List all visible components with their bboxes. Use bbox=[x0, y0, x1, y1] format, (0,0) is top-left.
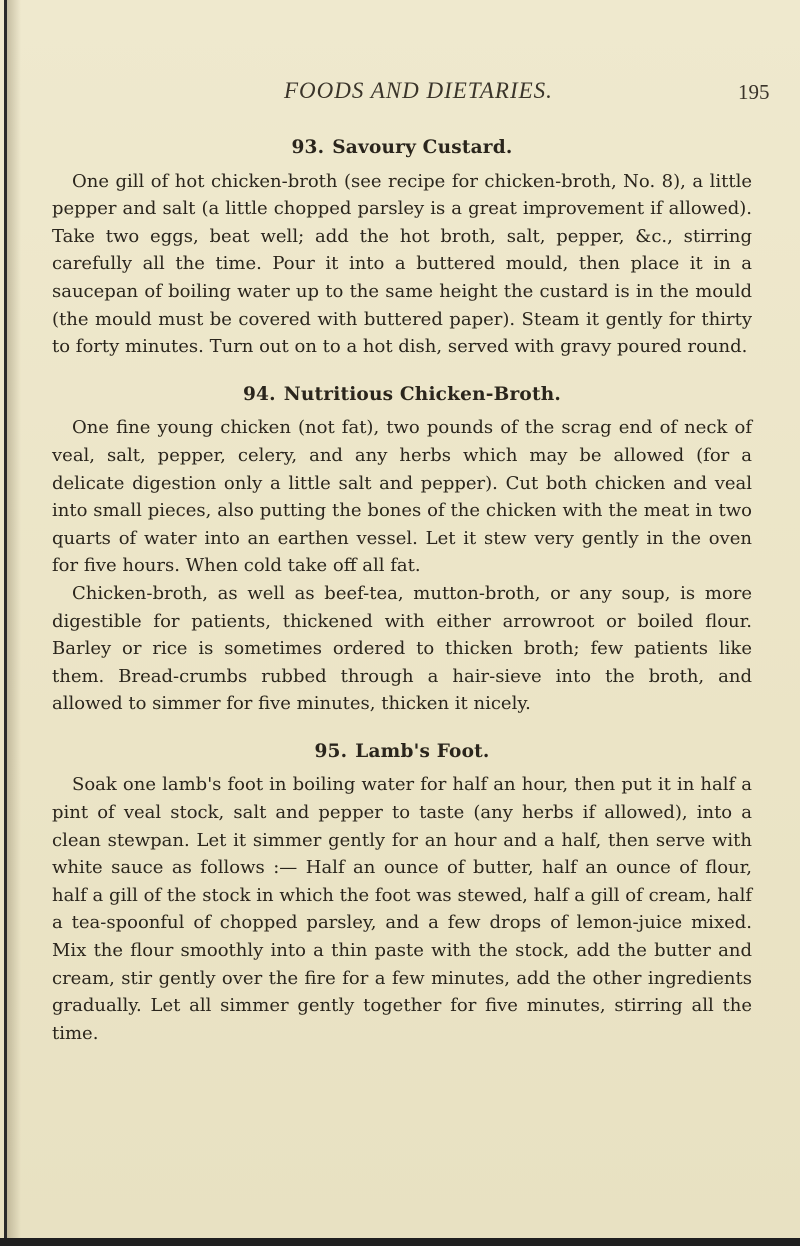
recipe-title: Nutritious Chicken-Broth. bbox=[283, 383, 562, 405]
recipe-paragraph: One fine young chicken (not fat), two pounds of the scrag end of neck of veal, salt, pepper, celery, and any herbs which may be allowed (for a delicate digestion only a little salt and pepper). Cut both chicken and veal into small pieces, also putting the bones of the chicken with the meat in two quarts of water into an earthen vessel. Let it stew very gently in the oven for five hours. When cold take off all fat. bbox=[52, 417, 752, 577]
recipe-95 bbox=[52, 738, 752, 1048]
page-number: 195 bbox=[738, 80, 770, 104]
page-bottom-edge bbox=[0, 1238, 800, 1246]
recipe-paragraph: One gill of hot chicken-broth (see recipe for chicken-broth, No. 8), a little pepper and salt (a little chopped parsley is a great improvement if allowed). Take two eggs, beat well; add the hot broth, salt, pepper, &c., stirring carefully all the time. Pour it into a buttered mould, then place it in a saucepan of boiling water up to the same height the custard is in the mould (the mould must be covered with buttered paper). Steam it gently for thirty to forty minutes. Turn out on to a hot dish, served with gravy poured round. bbox=[52, 170, 752, 358]
page-header bbox=[0, 78, 800, 108]
recipe-94 bbox=[52, 381, 752, 718]
recipe-heading bbox=[52, 381, 752, 409]
recipe-heading bbox=[52, 738, 752, 766]
recipe-paragraph: Soak one lamb's foot in boiling water for half an hour, then put it in half a pint of veal stock, salt and pepper to taste (any herbs if allowed), into a clean stewpan. Let it simmer gently for an hour and a half, then serve with white sauce as follows :— Half an ounce of butter, half an ounce of flour, half a gill of the stock in which the foot was stewed, half a gill of cream, half a tea-spoonful of chopped parsley, and a few drops of lemon-juice mixed. Mix the flour smoothly into a thin paste with the stock, add the butter and cream, stir gently over the fire for a few minutes, add the other ingredients gradually. Let all simmer gently together for five minutes, stirring all the time. bbox=[52, 774, 752, 1044]
running-title: FOODS AND DIETARIES. bbox=[284, 78, 553, 103]
recipe-number: 93. bbox=[291, 137, 325, 158]
recipe-number: 94. bbox=[242, 383, 276, 405]
recipe-93 bbox=[52, 134, 752, 361]
recipe-number: 95. bbox=[314, 740, 348, 762]
page-spine-shadow bbox=[7, 0, 21, 1246]
page-body bbox=[52, 134, 752, 1047]
recipe-title: Savoury Custard. bbox=[332, 137, 513, 158]
recipe-paragraph: Chicken-broth, as well as beef-tea, mutton-broth, or any soup, is more digestible for patients, thickened with either arrowroot or boiled flour. Barley or rice is sometimes ordered to thicken broth; few patients like them. Bread-crumbs rubbed through a hair-sieve into the broth, and allowed to simmer for five minutes, thicken it nicely. bbox=[52, 582, 752, 715]
recipe-title: Lamb's Foot. bbox=[355, 740, 490, 762]
recipe-heading bbox=[52, 134, 752, 162]
